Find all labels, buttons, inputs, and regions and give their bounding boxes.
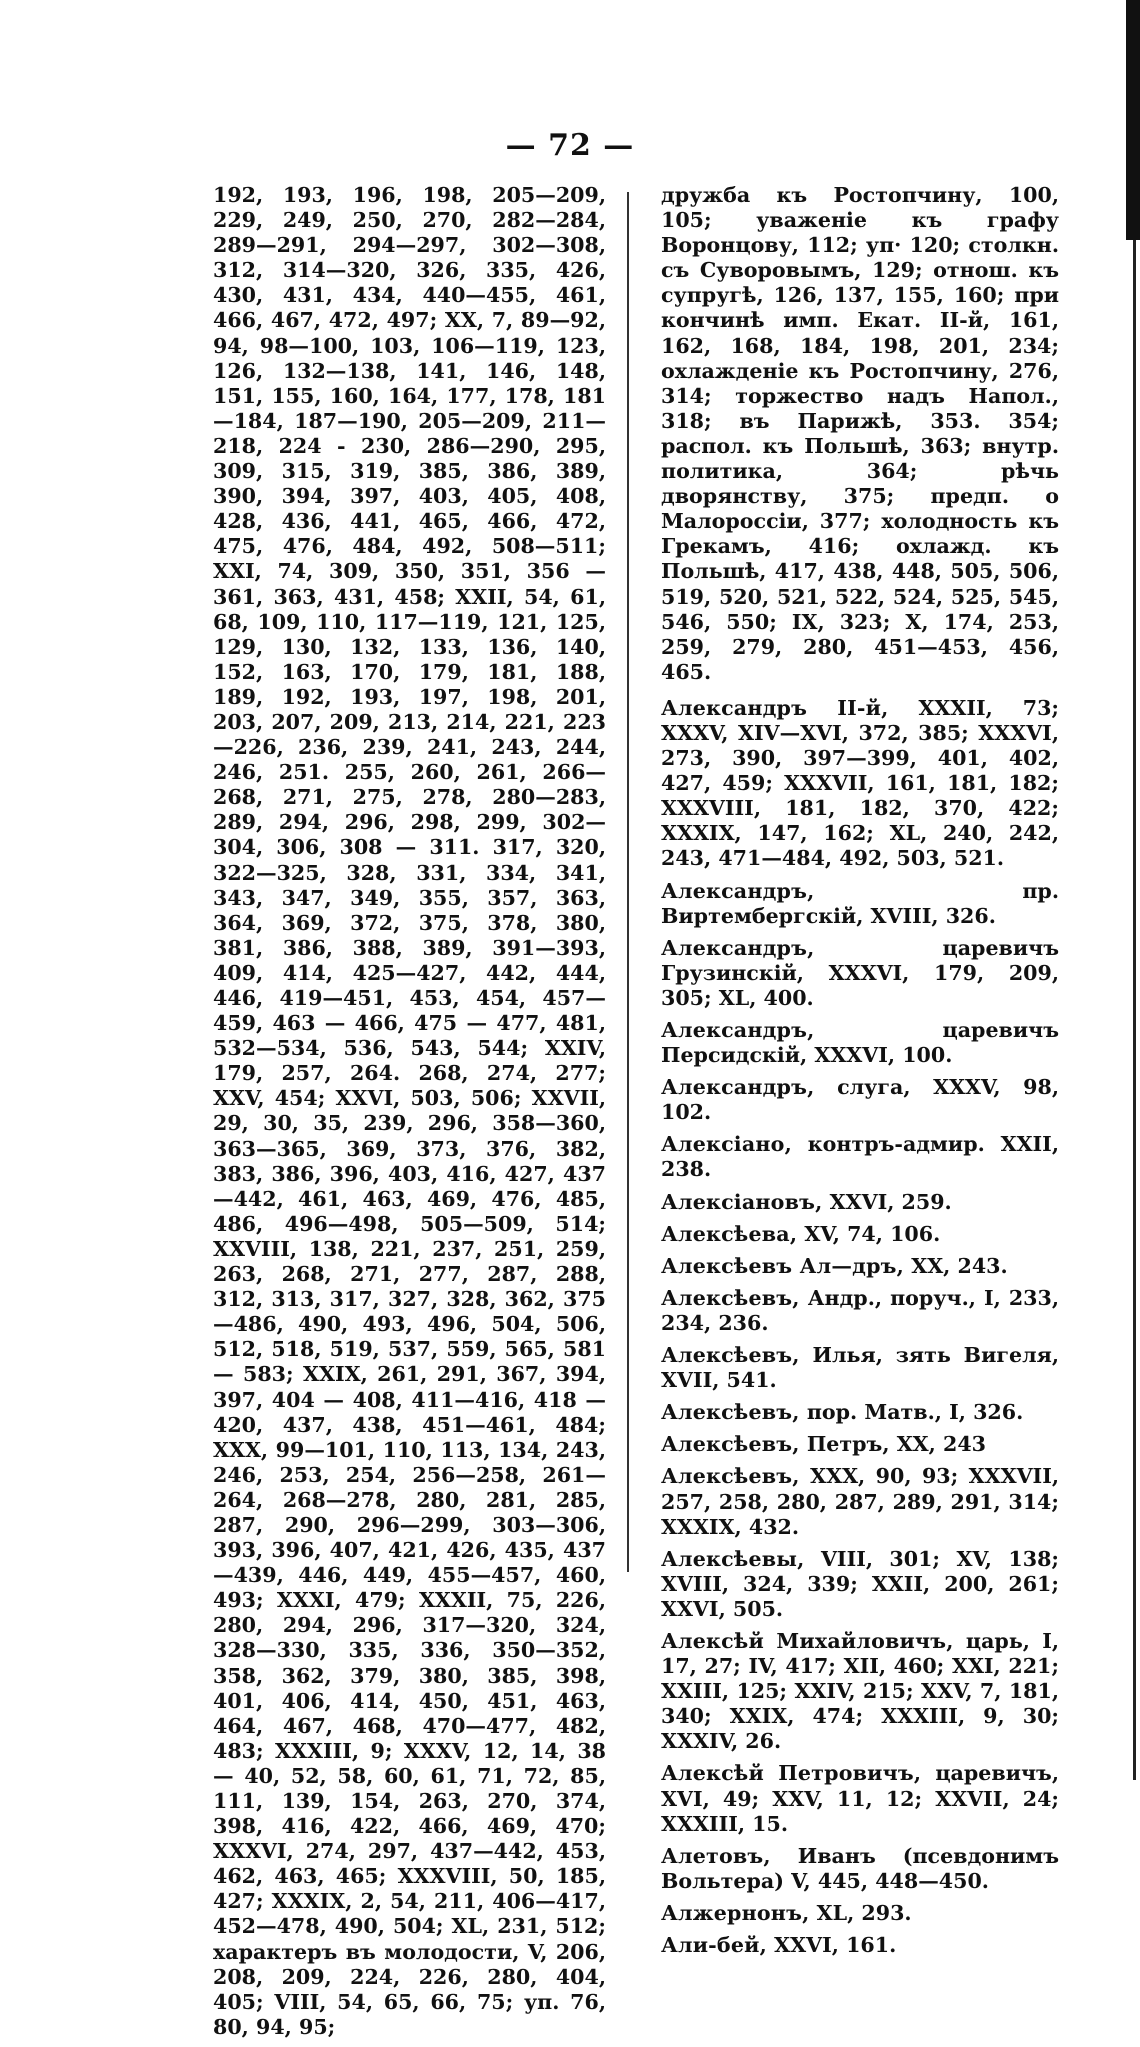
index-entry xyxy=(661,1629,1059,1754)
column-divider xyxy=(627,192,629,1572)
continuation-text: дружба къ Ростопчину, 100, 105; уваженіе къ графу Воронцову, 112; уп· 120; столкн. съ Суворовымъ, 129; отнош. къ супругѣ, 126, 137, 155, 160; при кончинѣ имп. Екат. II-й, 161, 162, 168, 184, 198, 201, 234; охлажденіе къ Ростопчину, 276, 314; торжество надъ Напол., 318; въ Парижѣ, 353. 354; распол. къ Польшѣ, 363; внутр. политика, 364; рѣчь дворянству, 375; предп. о Малороссіи, 377; холодность къ Грекамъ, 416; охлажд. къ Польшѣ, 417, 438, 448, 505, 506, 519, 520, 521, 522, 524, 525, 545, 546, 550; IX, 323; X, 174, 253, 259, 279, 280, 451—453, 456, 465. xyxy=(661,183,1059,684)
entry-heading: Алексѣевъ, xyxy=(661,1285,800,1310)
entry-heading: Алжернонъ, xyxy=(661,1900,810,1925)
index-entries xyxy=(661,696,1059,1958)
index-entry xyxy=(661,1464,1059,1539)
entry-references: Петръ, XX, 243 xyxy=(806,1432,986,1457)
entry-heading: Алексѣевъ, xyxy=(661,1343,800,1368)
entry-heading: Алексѣевъ Ал—дръ, xyxy=(661,1253,905,1278)
entry-heading: Александръ, xyxy=(661,1018,815,1042)
index-entry xyxy=(661,936,1059,1011)
left-column-text: 192, 193, 196, 198, 205—209, 229, 249, 250, 270, 282—284, 289—291, 294—297, 302—308, 312, 314—320, 326, 335, 426, 430, 431, 434, 440—455, 461, 466, 467, 472, 497; XX, 7, 89—92, 94, 98—100, 103, 106—119, 123, 126, 132—138, 141, 146, 148, 151, 155, 160, 164, 177, 178, 181—184, 187—190, 205—209, 211—218, 224 - 230, 286—290, 295, 309, 315, 319, 385, 386, 389, 390, 394, 397, 403, 405, 408, 428, 436, 441, 465, 466, 472, 475, 476, 484, 492, 508—511; XXI, 74, 309, 350, 351, 356 — 361, 363, 431, 458; XXII, 54, 61, 68, 109, 110, 117—119, 121, 125, 129, 130, 132, 133, 136, 140, 152, 163, 170, 179, 181, 188, 189, 192, 193, 197, 198, 201, 203, 207, 209, 213, 214, 221, 223—226, 236, 239, 241, 243, 244, 246, 251. 255, 260, 261, 266—268, 271, 275, 278, 280—283, 289, 294, 296, 298, 299, 302—304, 306, 308 — 311. 317, 320, 322—325, 328, 331, 334, 341, 343, 347, 349, 355, 357, 363, 364, 369, 372, 375, 378, 380, 381, 386, 388, 389, 391—393, 409, 414, 425—427, 442, 444, 446, 419—451, 453, 454, 457—459, 463 — 466, 475 — 477, 481, 532—534, 536, 543, 544; XXIV, 179, 257, 264. 268, 274, 277; XXV, 454; XXVI, 503, 506; XXVII, 29, 30, 35, 239, 296, 358—360, 363—365, 369, 373, 376, 382, 383, 386, 396, 403, 416, 427, 437—442, 461, 463, 469, 476, 485, 486, 496—498, 505—509, 514; XXVIII, 138, 221, 237, 251, 259, 263, 268, 271, 277, 287, 288, 312, 313, 317, 327, 328, 362, 375—486, 490, 493, 496, 504, 506, 512, 518, 519, 537, 559, 565, 581 — 583; XXIX, 261, 291, 367, 394, 397, 404 — 408, 411—416, 418 — 420, 437, 438, 451—461, 484; XXX, 99—101, 110, 113, 134, 243, 246, 253, 254, 256—258, 261—264, 268—278, 280, 281, 285, 287, 290, 296—299, 303—306, 393, 396, 407, 421, 426, 435, 437—439, 446, 449, 455—457, 460, 493; XXXI, 479; XXXII, 75, 226, 280, 294, 296, 317—320, 324, 328—330, 335, 336, 350—352, 358, 362, 379, 380, 385, 398, 401, 406, 414, 450, 451, 463, 464, 467, 468, 470—477, 482, 483; XXXIII, 9; XXXV, 12, 14, 38 — 40, 52, 58, 60, 61, 71, 72, 85, 111, 139, 154, 263, 270, 374, 398, 416, 422, 466, 469, 470; XXXVI, 274, 297, 437—442, 453, 462, 463, 465; XXXVIII, 50, 185, 427; XXXIX, 2, 54, 211, 406—417, 452—478, 490, 504; XL, 231, 512; характеръ въ молодости, V, 206, 208, 209, 224, 226, 280, 404, 405; VIII, 54, 65, 66, 75; уп. 76, 80, 94, 95; xyxy=(213,183,606,2039)
right-column xyxy=(661,183,1059,1965)
entry-heading: Алексѣй Петровичъ, xyxy=(661,1761,922,1786)
index-entry xyxy=(661,1432,1059,1457)
index-entry xyxy=(661,1190,1059,1215)
index-entry xyxy=(661,1343,1059,1393)
entry-heading: Александръ, xyxy=(661,878,815,903)
page-edge-shadow xyxy=(1126,0,1140,240)
index-entry xyxy=(661,1018,1059,1068)
entry-heading: Александръ, xyxy=(661,935,815,960)
entry-references: XXVI, 259. xyxy=(829,1189,952,1214)
entry-heading: Алетовъ, xyxy=(661,1843,771,1868)
index-entry xyxy=(661,1254,1059,1279)
entry-heading: Али-бей, xyxy=(661,1933,767,1957)
entry-references: XXXII, 73; XXXV, XIV—XVI, 372, 385; XXXVI, 273, 390, 397—399, 401, 402, 427, 459; XXXVII, 161, 181, 182; XXXVIII, 181, 182, 370, 422; XXXIX, 147, 162; XL, 240, 242, 243, 471—484, 492, 503, 521. xyxy=(661,695,1059,871)
index-entry xyxy=(661,1400,1059,1425)
index-entry xyxy=(661,1547,1059,1622)
entry-references: контръ-адмир. XXII, 238. xyxy=(661,1132,1059,1182)
entry-references: Иванъ (псевдонимъ Вольтера) V, 445, 448—450. xyxy=(661,1843,1059,1893)
entry-heading: Алексѣй Михайловичъ, xyxy=(661,1628,954,1653)
entry-heading: Алексѣева, xyxy=(661,1221,798,1246)
entry-heading: Алексѣевъ, xyxy=(661,1400,800,1425)
entry-references: XL, 293. xyxy=(816,1900,912,1925)
entry-references: царевичъ Грузинскій, XXXVI, 179, 209, 305; XL, 400. xyxy=(661,935,1059,1010)
entry-references: XV, 74, 106. xyxy=(804,1221,941,1246)
entry-references: Андр., поруч., I, 233, 234, 236. xyxy=(661,1285,1059,1335)
index-entry xyxy=(661,879,1059,929)
entry-heading: Алексѣевъ, xyxy=(661,1464,800,1489)
index-entry xyxy=(661,1132,1059,1182)
entry-references: царь, I, 17, 27; IV, 417; XII, 460; XXI, 221; XXIII, 125; XXIV, 215; XXV, 7, 181, 340; XXIX, 474; XXXIII, 9, 30; XXXIV, 26. xyxy=(661,1628,1060,1754)
page-number: — 72 — xyxy=(505,128,635,163)
index-entry xyxy=(661,1075,1059,1125)
entry-references: царевичъ, XVI, 49; XXV, 11, 12; XXVII, 24; XXXIII, 15. xyxy=(661,1761,1060,1836)
index-entry xyxy=(661,1222,1059,1247)
entry-references: Илья, зять Вигеля, XVII, 541. xyxy=(661,1343,1059,1393)
entry-heading: Алексѣевъ, xyxy=(661,1432,800,1457)
entry-heading: Алексіановъ, xyxy=(661,1189,823,1214)
entry-references: слуга, XXXV, 98, 102. xyxy=(661,1075,1059,1125)
page-edge-line xyxy=(1133,240,1136,1780)
index-entry xyxy=(661,696,1059,872)
index-entry xyxy=(661,1933,1059,1958)
left-column xyxy=(213,183,606,2047)
entry-references: пор. Матв., I, 326. xyxy=(806,1400,1024,1425)
entry-references: XX, 243. xyxy=(911,1253,1008,1278)
entry-heading: Александръ, xyxy=(661,1075,815,1100)
entry-references: XXVI, 161. xyxy=(774,1933,897,1957)
index-entry xyxy=(661,1901,1059,1926)
entry-references: XXX, 90, 93; XXXVII, 257, 258, 280, 287, 289, 291, 314; XXXIX, 432. xyxy=(661,1464,1059,1539)
entry-references: пр. Виртембергскій, XVIII, 326. xyxy=(661,878,1059,928)
entry-heading: Алексѣевы, xyxy=(661,1546,805,1571)
index-entry xyxy=(661,1844,1059,1894)
entry-heading: Алексіано, xyxy=(661,1132,792,1157)
entry-heading: Александръ II-й, xyxy=(661,695,889,720)
index-entry xyxy=(661,1761,1059,1836)
entry-references: царевичъ Персидскій, XXXVI, 100. xyxy=(661,1018,1059,1068)
entry-references: VIII, 301; XV, 138; XVIII, 324, 339; XXII, 200, 261; XXVI, 505. xyxy=(661,1546,1059,1621)
index-entry xyxy=(661,1286,1059,1336)
